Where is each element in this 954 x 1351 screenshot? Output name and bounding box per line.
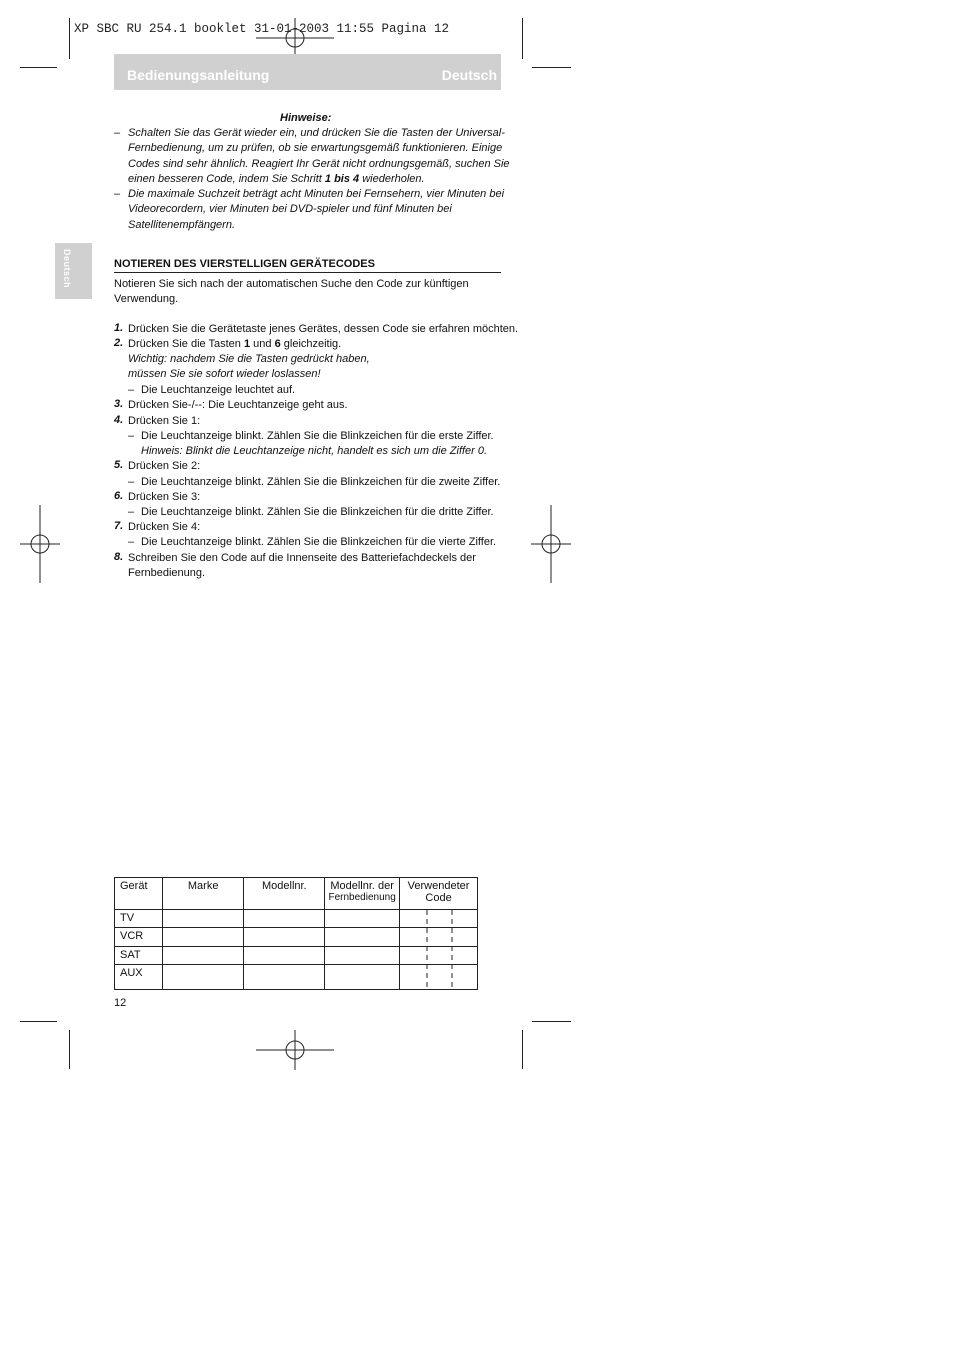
- sub-dash: –: [128, 430, 135, 442]
- step-number: 2.: [114, 337, 124, 349]
- col-header-remote-model: Modellnr. der Fernbedienung: [325, 878, 400, 910]
- step-number: 6.: [114, 490, 124, 502]
- step-3-text: Drücken Sie-/--: Die Leuchtanzeige geht aus.: [128, 399, 348, 411]
- hint-item-2: Die maximale Suchzeit beträgt acht Minuten bei Fernsehern, vier Minuten bei Videorecordern, vier Minuten bei DVD-spieler und fünf Minuten bei Satellitenempfängern.: [128, 188, 505, 231]
- language-side-tab: [55, 243, 92, 299]
- step-5-sub: Die Leuchtanzeige blinkt. Zählen Sie die Blinkzeichen für die zweite Ziffer.: [141, 476, 501, 488]
- step-7-text: Drücken Sie 4:: [128, 521, 201, 533]
- table-header-row: [115, 878, 478, 910]
- print-slug: XP SBC RU 254.1 booklet 31-01-2003 11:55 Pagina 12: [74, 22, 450, 36]
- col-header-device: Gerät: [115, 878, 163, 910]
- brand-cell[interactable]: [162, 964, 244, 989]
- header-title: Bedienungsanleitung: [127, 67, 270, 83]
- registration-mark-left: [20, 505, 60, 585]
- brand-cell[interactable]: [162, 910, 244, 928]
- hints-title: Hinweise:: [280, 112, 332, 124]
- side-tab-label: Deutsch: [62, 249, 72, 289]
- section-rule: [114, 272, 501, 273]
- step-number: 4.: [114, 414, 124, 426]
- step-6-text: Drücken Sie 3:: [128, 491, 201, 503]
- crop-mark: [69, 18, 70, 59]
- crop-mark: [69, 1030, 70, 1069]
- crop-mark: [20, 67, 57, 68]
- step-8-text: Schreiben Sie den Code auf die Innenseite des Batteriefachdeckels der Fernbedienung.: [128, 552, 476, 580]
- step-2-note: Wichtig: nachdem Sie die Tasten gedrückt haben, müssen Sie sie sofort wieder loslassen!: [128, 353, 370, 381]
- col-header-brand: Marke: [162, 878, 244, 910]
- sub-dash: –: [128, 506, 135, 518]
- section-intro: Notieren Sie sich nach der automatischen Suche den Code zur künftigen Verwendung.: [114, 278, 469, 306]
- model-cell[interactable]: [244, 946, 325, 964]
- row-label: VCR: [115, 928, 163, 946]
- step-4-note: Hinweis: Blinkt die Leuchtanzeige nicht, handelt es sich um die Ziffer 0.: [141, 445, 488, 457]
- page-number: 12: [114, 997, 127, 1009]
- sub-dash: –: [128, 384, 135, 396]
- hint-dash: –: [114, 127, 121, 139]
- step-number: 3.: [114, 398, 124, 410]
- step-number: 5.: [114, 459, 124, 471]
- step-4-text: Drücken Sie 1:: [128, 415, 201, 427]
- step-number: 7.: [114, 520, 124, 532]
- col-header-model: Modellnr.: [244, 878, 325, 910]
- step-4-sub: Die Leuchtanzeige blinkt. Zählen Sie die Blinkzeichen für die erste Ziffer.: [141, 430, 494, 442]
- row-label: SAT: [115, 946, 163, 964]
- remote-model-cell[interactable]: [325, 910, 400, 928]
- brand-cell[interactable]: [162, 928, 244, 946]
- step-7-sub: Die Leuchtanzeige blinkt. Zählen Sie die Blinkzeichen für die vierte Ziffer.: [141, 536, 497, 548]
- step-number: 1.: [114, 322, 124, 334]
- header-language: Deutsch: [441, 67, 497, 83]
- step-6-sub: Die Leuchtanzeige blinkt. Zählen Sie die Blinkzeichen für die dritte Ziffer.: [141, 506, 494, 518]
- remote-model-cell[interactable]: [325, 928, 400, 946]
- registration-mark-bottom: [256, 1030, 336, 1070]
- crop-mark: [20, 1021, 57, 1022]
- model-cell[interactable]: [244, 964, 325, 989]
- hint-item-1: Schalten Sie das Gerät wieder ein, und drücken Sie die Tasten der Universal- Fernbedienung, um zu prüfen, ob sie erwartungsgemäß funktionieren. Einige Codes sind sehr ähnlich. Reagiert Ihr Gerät nicht ordnungsgemäß, suchen Sie einen besseren Code, indem Sie Schritt 1 bis 4 wiederholen.: [128, 127, 510, 186]
- step-5-text: Drücken Sie 2:: [128, 460, 201, 472]
- step-2-sub: Die Leuchtanzeige leuchtet auf.: [141, 384, 296, 396]
- row-label: TV: [115, 910, 163, 928]
- step-1-text: Drücken Sie die Gerätetaste jenes Gerätes, dessen Code sie erfahren möchten.: [128, 323, 519, 335]
- crop-mark: [532, 67, 571, 68]
- model-cell[interactable]: [244, 928, 325, 946]
- step-number: 8.: [114, 551, 124, 563]
- page-header: [114, 54, 501, 90]
- crop-mark: [522, 1030, 523, 1069]
- sub-dash: –: [128, 476, 135, 488]
- code-digit-separators: [400, 908, 480, 990]
- model-cell[interactable]: [244, 910, 325, 928]
- brand-cell[interactable]: [162, 946, 244, 964]
- crop-mark: [522, 18, 523, 59]
- registration-mark-right: [531, 505, 571, 585]
- remote-model-cell[interactable]: [325, 946, 400, 964]
- col-header-code: Verwendeter Code: [400, 878, 478, 910]
- hint-dash: –: [114, 188, 121, 200]
- section-title: NOTIEREN DES VIERSTELLIGEN GERÄTECODES: [114, 258, 375, 270]
- sub-dash: –: [128, 536, 135, 548]
- row-label: AUX: [115, 964, 163, 989]
- step-2-text: Drücken Sie die Tasten 1 und 6 gleichzeitig.: [128, 338, 342, 350]
- remote-model-cell[interactable]: [325, 964, 400, 989]
- crop-mark: [532, 1021, 571, 1022]
